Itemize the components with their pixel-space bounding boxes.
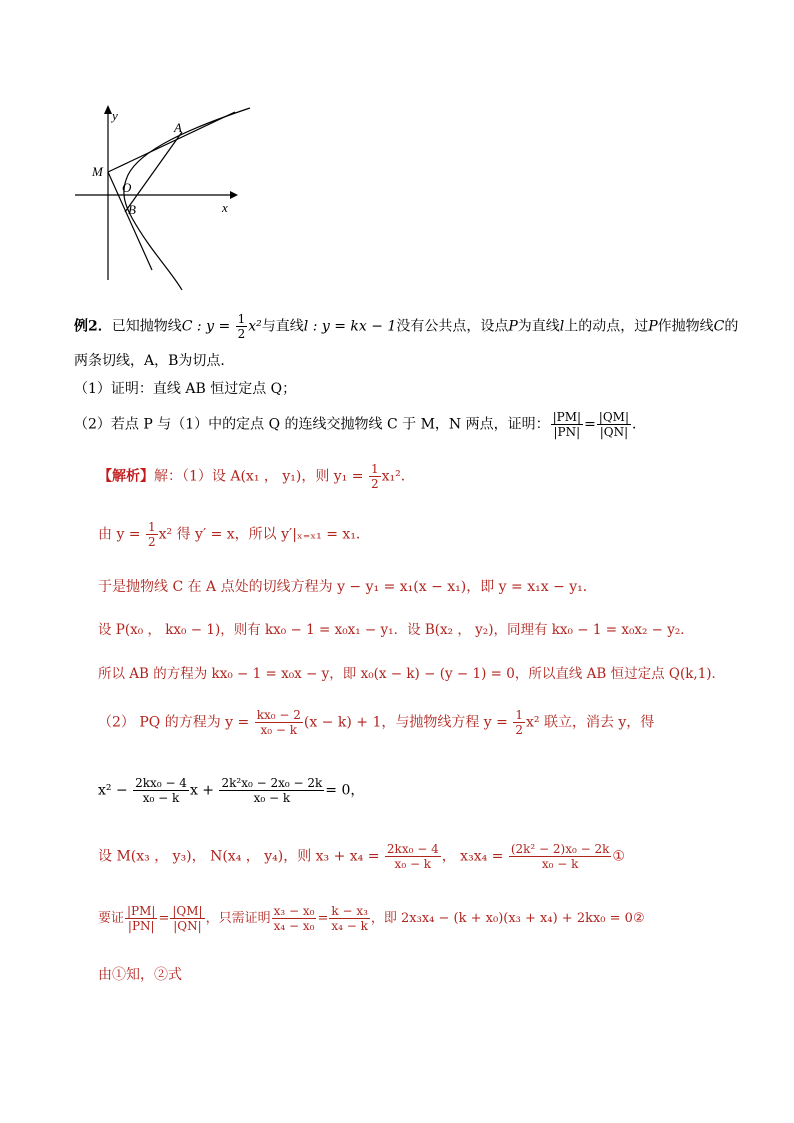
den: x₀ − k bbox=[541, 857, 579, 871]
label-x: x bbox=[222, 200, 228, 215]
num: 2kx₀ − 4 bbox=[135, 776, 187, 790]
solution-line-8 bbox=[98, 842, 625, 871]
problem-line-1 bbox=[74, 312, 738, 341]
num: x₃ − x₀ bbox=[273, 904, 315, 918]
solution-line-9 bbox=[98, 904, 645, 933]
num: |QM| bbox=[172, 904, 203, 918]
text: x² 得 y′ = x，所以 y′|ₓ₌ₓ₁ = x₁． bbox=[158, 526, 370, 543]
question-2 bbox=[74, 410, 646, 439]
text: 由 y = bbox=[98, 526, 145, 543]
text: 的 bbox=[724, 318, 739, 335]
den: |QN| bbox=[173, 919, 202, 933]
solution-line-1 bbox=[98, 462, 415, 491]
num: |PM| bbox=[552, 410, 582, 424]
eq: = bbox=[584, 416, 596, 433]
tangent-line-A bbox=[108, 112, 235, 172]
den: x₀ − k bbox=[260, 723, 298, 737]
text: ， x₃x₄ = bbox=[441, 848, 508, 865]
solution-line-6 bbox=[98, 708, 654, 737]
frac bbox=[272, 904, 317, 933]
solution-line-7 bbox=[98, 776, 364, 805]
num: k − x₃ bbox=[331, 904, 368, 918]
x2: x² bbox=[248, 318, 262, 335]
text: 作抛物线 bbox=[657, 318, 714, 335]
num: (2k² − 2)x₀ − 2k bbox=[510, 842, 610, 856]
num: |PM| bbox=[127, 904, 156, 918]
num: 2kx₀ − 4 bbox=[386, 842, 439, 856]
text: 已知抛物线 bbox=[111, 318, 182, 335]
text: ，只需证明 bbox=[205, 911, 271, 926]
frac bbox=[125, 904, 157, 933]
x-axis-arrow-icon bbox=[230, 191, 238, 199]
frac bbox=[385, 842, 441, 871]
den: |QN| bbox=[599, 425, 629, 439]
text: ，即 2x₃x₄ − (k + x₀)(x₃ + x₄) + 2kx₀ = 0 bbox=[370, 911, 633, 926]
frac bbox=[329, 904, 370, 933]
solution-line-5: 所以 AB 的方程为 kx₀ − 1 = x₀x − y，即 x₀(x − k) − (y − 1) = 0，所以直线 AB 恒过定点 Q(k,1)． bbox=[98, 666, 726, 682]
text: （2） PQ 的方程为 y = bbox=[98, 714, 254, 731]
solution-line-10: 由①知，②式 bbox=[98, 967, 182, 983]
frac-half bbox=[369, 462, 381, 491]
den: |PN| bbox=[553, 425, 581, 439]
text: 解：（1）设 A(x₁ ， y₁)，则 y₁ = bbox=[154, 468, 368, 485]
frac bbox=[551, 410, 583, 439]
var-P: P bbox=[648, 318, 658, 335]
label-O: O bbox=[122, 180, 132, 195]
problem-line-2: 两条切线，A，B为切点． bbox=[74, 353, 235, 369]
text: 没有公共点，设点 bbox=[396, 318, 509, 335]
den: 2 bbox=[237, 327, 246, 341]
chord-AB bbox=[125, 132, 182, 212]
text: 上的动点，过 bbox=[564, 318, 649, 335]
text: 要证 bbox=[98, 911, 125, 926]
text: 与直线 bbox=[261, 318, 304, 335]
den: 2 bbox=[148, 535, 156, 549]
frac bbox=[597, 410, 631, 439]
den: 2 bbox=[515, 723, 523, 737]
num: kx₀ − 2 bbox=[256, 708, 301, 722]
eq: = bbox=[317, 911, 329, 926]
text: x + bbox=[189, 782, 219, 799]
num: |QM| bbox=[598, 410, 630, 424]
solution-line-4: 设 P(x₀ ， kx₀ − 1)，则有 kx₀ − 1 = x₀x₁ − y₁．设 B(x₂ ， y₂)，同理有 kx₀ − 1 = x₀x₂ − y₂． bbox=[98, 622, 694, 638]
var-P: P bbox=[508, 318, 518, 335]
num: 1 bbox=[148, 520, 156, 534]
circled-2: ② bbox=[632, 911, 645, 926]
solution-line-3: 于是抛物线 C 在 A 点处的切线方程为 y − y₁ = x₁(x − x₁)，即 y = x₁x − y₁． bbox=[98, 579, 597, 595]
eq: = bbox=[158, 911, 170, 926]
den: x₀ − k bbox=[394, 857, 432, 871]
y-axis-arrow-icon bbox=[104, 105, 112, 114]
den: x₄ − k bbox=[331, 919, 368, 933]
den: x₀ − k bbox=[253, 791, 291, 805]
text: （2）若点 P 与（1）中的定点 Q 的连线交抛物线 C 于 M，N 两点，证明： bbox=[74, 416, 550, 433]
num: 2k²x₀ − 2x₀ − 2k bbox=[221, 776, 323, 790]
den: |PN| bbox=[127, 919, 155, 933]
curve-eq: C : y = bbox=[181, 318, 235, 335]
num: 1 bbox=[237, 312, 246, 326]
solution-tag: 【解析】 bbox=[98, 468, 154, 485]
den: 2 bbox=[370, 477, 379, 491]
frac-half bbox=[513, 708, 525, 737]
frac-half bbox=[146, 520, 158, 549]
var-l: l bbox=[559, 318, 565, 335]
label-B: B bbox=[128, 202, 136, 217]
problem-tag: 例2． bbox=[74, 318, 112, 335]
text: 为直线 bbox=[517, 318, 560, 335]
question-1: （1）证明：直线 AB 恒过定点 Q； bbox=[74, 381, 297, 397]
var-C: C bbox=[713, 318, 725, 335]
parabola-figure bbox=[70, 100, 260, 295]
circled-1: ① bbox=[612, 848, 625, 865]
frac bbox=[255, 708, 303, 737]
solution-line-2 bbox=[98, 520, 370, 549]
text: x₁²． bbox=[381, 468, 415, 485]
frac bbox=[170, 904, 204, 933]
num: 1 bbox=[370, 462, 379, 476]
text: ． bbox=[632, 416, 647, 433]
frac-half bbox=[236, 312, 248, 341]
num: 1 bbox=[515, 708, 523, 722]
frac bbox=[509, 842, 612, 871]
text: (x − k) + 1，与抛物线方程 y = bbox=[303, 714, 513, 731]
line-eq: l : y = kx − 1 bbox=[303, 318, 397, 335]
frac bbox=[133, 776, 189, 805]
label-y: y bbox=[112, 108, 118, 123]
label-M: M bbox=[92, 164, 103, 179]
den: x₀ − k bbox=[142, 791, 180, 805]
text: x² − bbox=[98, 782, 133, 799]
text: x² 联立，消去 y，得 bbox=[525, 714, 655, 731]
text: 设 M(x₃ ， y₃)， N(x₄ ， y₄)，则 x₃ + x₄ = bbox=[98, 848, 384, 865]
den: x₄ − x₀ bbox=[273, 919, 315, 933]
frac bbox=[219, 776, 324, 805]
text: = 0， bbox=[325, 782, 365, 799]
label-A: A bbox=[174, 120, 182, 135]
